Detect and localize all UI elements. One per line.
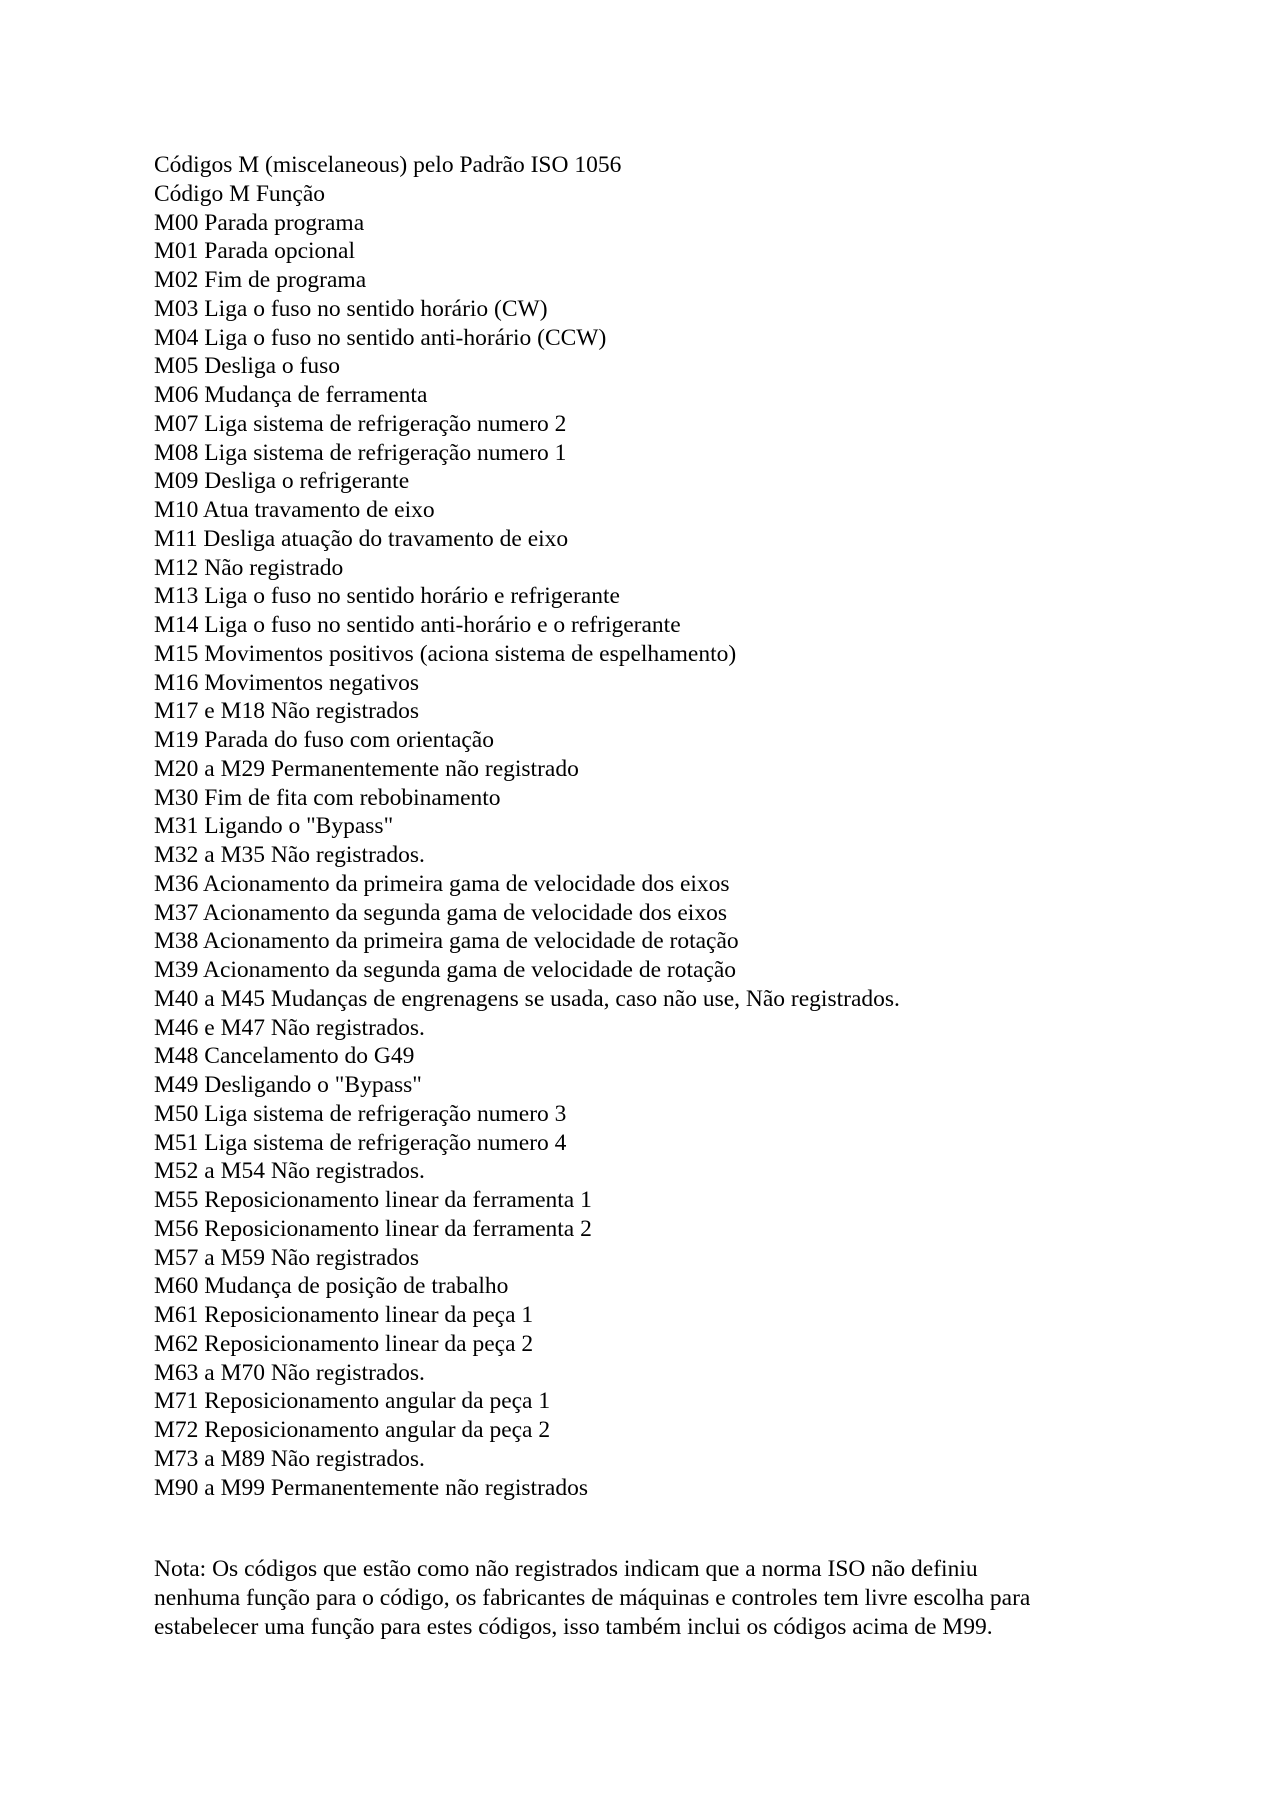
code-row: M00 Parada programa (154, 209, 365, 236)
document-body (154, 151, 1154, 1502)
code-row: M40 a M45 Mudanças de engrenagens se usada, caso não use, Não registrados. (154, 985, 900, 1012)
code-row: M20 a M29 Permanentemente não registrado (154, 755, 579, 782)
note-line: nenhuma função para o código, os fabricantes de máquinas e controles tem livre escolha para (154, 1585, 1031, 1611)
code-row: M30 Fim de fita com rebobinamento (154, 784, 501, 811)
code-row: M73 a M89 Não registrados. (154, 1445, 425, 1472)
code-row: M08 Liga sistema de refrigeração numero 1 (154, 439, 567, 466)
code-row: M03 Liga o fuso no sentido horário (CW) (154, 295, 548, 322)
code-row: M49 Desligando o "Bypass" (154, 1072, 422, 1098)
code-row: M07 Liga sistema de refrigeração numero 2 (154, 410, 567, 437)
code-row: M60 Mudança de posição de trabalho (154, 1273, 509, 1300)
code-row: M61 Reposicionamento linear da peça 1 (154, 1302, 534, 1328)
code-row: M32 a M35 Não registrados. (154, 842, 425, 868)
note-line: estabelecer uma função para estes códigos, isso também inclui os códigos acima de M99. (154, 1614, 993, 1640)
code-row: M37 Acionamento da segunda gama de velocidade dos eixos (154, 899, 727, 926)
code-list (154, 209, 1154, 1503)
code-row: M13 Liga o fuso no sentido horário e refrigerante (154, 583, 620, 610)
code-row: M09 Desliga o refrigerante (154, 468, 410, 495)
code-row: M17 e M18 Não registrados (154, 698, 419, 725)
code-row: M62 Reposicionamento linear da peça 2 (154, 1330, 534, 1357)
code-row: M36 Acionamento da primeira gama de velocidade dos eixos (154, 870, 730, 897)
note-line: Nota: Os códigos que estão como não registrados indicam que a norma ISO não definiu (154, 1556, 978, 1582)
code-row: M39 Acionamento da segunda gama de velocidade de rotação (154, 957, 737, 983)
code-row: M55 Reposicionamento linear da ferramenta 1 (154, 1187, 592, 1213)
code-row: M06 Mudança de ferramenta (154, 382, 428, 408)
code-row: M31 Ligando o "Bypass" (154, 813, 394, 840)
code-row: M46 e M47 Não registrados. (154, 1014, 425, 1041)
code-row: M56 Reposicionamento linear da ferramenta 2 (154, 1215, 592, 1242)
code-row: M02 Fim de programa (154, 267, 367, 293)
code-row: M14 Liga o fuso no sentido anti-horário e o refrigerante (154, 612, 681, 638)
code-row: M19 Parada do fuso com orientação (154, 727, 494, 753)
code-row: M57 a M59 Não registrados (154, 1244, 419, 1271)
code-row: M04 Liga o fuso no sentido anti-horário (CCW) (154, 324, 607, 351)
table-header: Código M Função (154, 180, 326, 207)
code-row: M15 Movimentos positivos (aciona sistema de espelhamento) (154, 640, 737, 667)
document-title: Códigos M (miscelaneous) pelo Padrão ISO 1056 (154, 152, 622, 178)
code-row: M05 Desliga o fuso (154, 353, 341, 380)
code-row: M01 Parada opcional (154, 238, 356, 265)
code-row: M50 Liga sistema de refrigeração numero 3 (154, 1100, 567, 1127)
code-row: M38 Acionamento da primeira gama de velocidade de rotação (154, 928, 739, 955)
code-row: M52 a M54 Não registrados. (154, 1158, 425, 1185)
code-row: M72 Reposicionamento angular da peça 2 (154, 1417, 551, 1443)
code-row: M10 Atua travamento de eixo (154, 497, 435, 523)
code-row: M51 Liga sistema de refrigeração numero 4 (154, 1129, 567, 1156)
code-row: M63 a M70 Não registrados. (154, 1359, 425, 1386)
note-paragraph (154, 1555, 1154, 1642)
code-row: M90 a M99 Permanentemente não registrados (154, 1474, 588, 1501)
code-row: M48 Cancelamento do G49 (154, 1043, 415, 1070)
code-row: M11 Desliga atuação do travamento de eixo (154, 525, 569, 552)
code-row: M71 Reposicionamento angular da peça 1 (154, 1388, 551, 1415)
code-row: M16 Movimentos negativos (154, 669, 420, 696)
code-row: M12 Não registrado (154, 554, 344, 581)
